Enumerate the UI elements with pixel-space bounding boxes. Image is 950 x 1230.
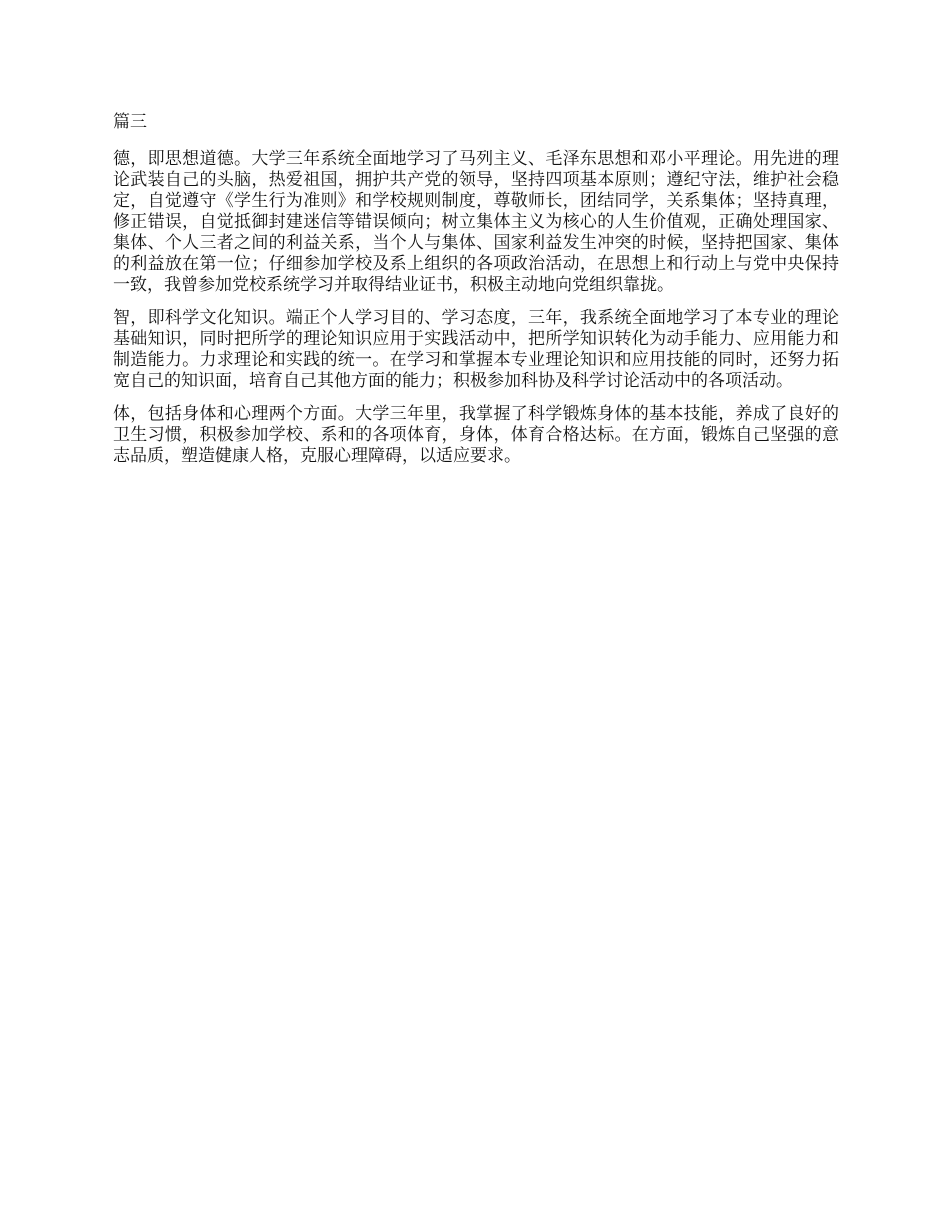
paragraph-morality: 德，即思想道德。大学三年系统全面地学习了马列主义、毛泽东思想和邓小平理论。用先进的理论武装自己的头脑，热爱祖国，拥护共产党的领导，坚持四项基本原则；遵纪守法，维护社会稳定，自觉遵守《学生行为准则》和学校规则制度，尊敬师长，团结同学，关系集体；坚持真理，修正错误，自觉抵御封建迷信等错误倾向；树立集体主义为核心的人生价值观，正确处理国家、集体、个人三者之间的利益关系，当个人与集体、国家利益发生冲突的时候，坚持把国家、集体的利益放在第一位；仔细参加学校及系上组织的各项政治活动，在思想上和行动上与党中央保持一致，我曾参加党校系统学习并取得结业证书，积极主动地向党组织靠拢。 <box>113 149 839 295</box>
section-heading: 篇三 <box>113 112 147 132</box>
document-body <box>113 112 839 479</box>
paragraph-knowledge: 智，即科学文化知识。端正个人学习目的、学习态度，三年，我系统全面地学习了本专业的理论基础知识，同时把所学的理论知识应用于实践活动中，把所学知识转化为动手能力、应用能力和制造能力。力求理论和实践的统一。在学习和掌握本专业理论知识和应用技能的同时，还努力拓宽自己的知识面，培育自己其他方面的能力；积极参加科协及科学讨论活动中的各项活动。 <box>113 308 839 391</box>
paragraph-physical: 体，包括身体和心理两个方面。大学三年里，我掌握了科学锻炼身体的基本技能，养成了良好的卫生习惯，积极参加学校、系和的各项体育，身体，体育合格达标。在方面，锻炼自己坚强的意志品质，塑造健康人格，克服心理障碍，以适应要求。 <box>113 404 839 466</box>
